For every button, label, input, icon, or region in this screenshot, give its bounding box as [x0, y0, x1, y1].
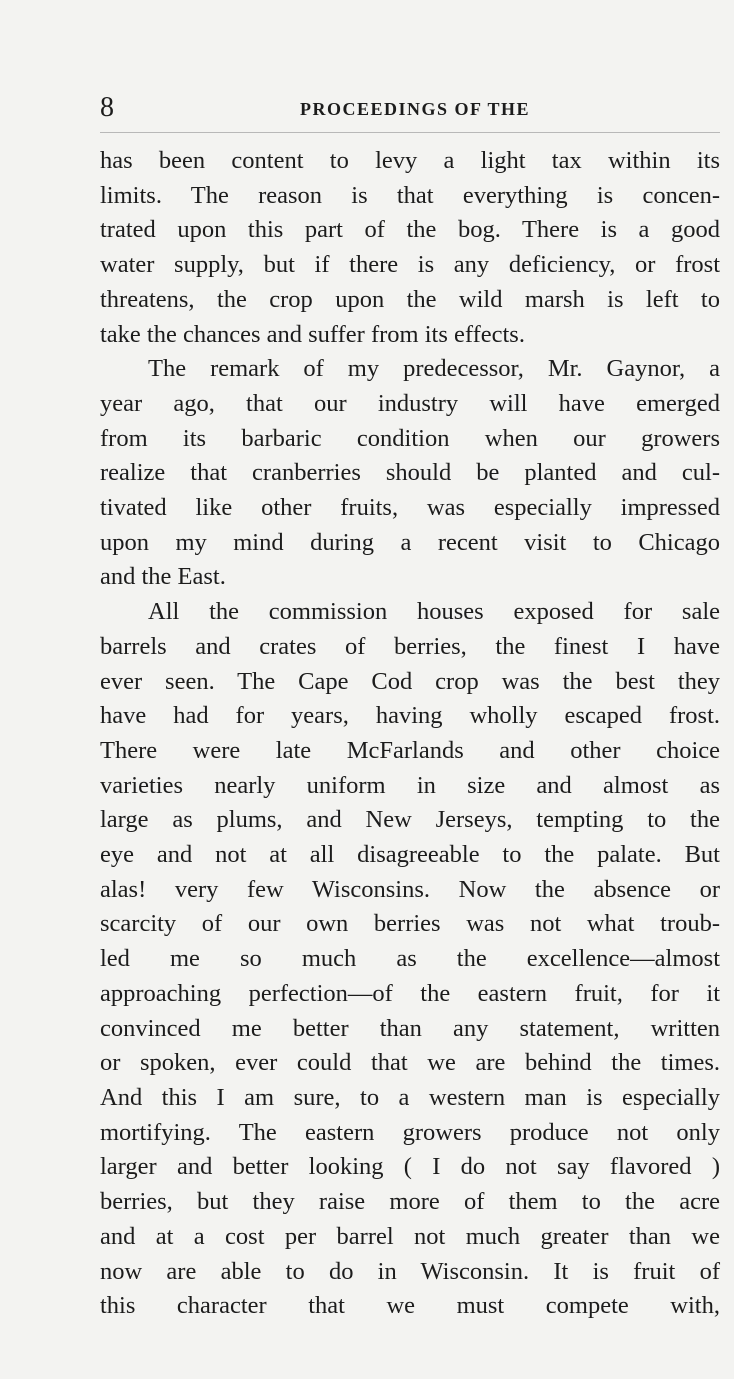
body-text: [100, 144, 720, 1324]
text-line: limits. The reason is that everything is concen-: [100, 181, 720, 209]
text-line: And this I am sure, to a western man is especially: [100, 1083, 720, 1111]
text-line: upon my mind during a recent visit to Chicago: [100, 528, 720, 556]
page-header: [100, 92, 720, 124]
text-line: scarcity of our own berries was not what troub-: [100, 910, 720, 938]
text-line: water supply, but if there is any deficiency, or frost: [100, 251, 720, 279]
text-line: barrels and crates of berries, the finest I have: [100, 632, 720, 660]
text-line: eye and not at all disagreeable to the palate. But: [100, 841, 720, 869]
text-line: convinced me better than any statement, written: [100, 1014, 720, 1042]
running-head: PROCEEDINGS OF THE: [300, 99, 531, 119]
text-line: have had for years, having wholly escaped frost.: [100, 702, 720, 730]
text-line: or spoken, ever could that we are behind the times.: [100, 1049, 720, 1077]
text-line: alas! very few Wisconsins. Now the absence or: [100, 875, 720, 903]
text-line: tivated like other fruits, was especially impressed: [100, 494, 720, 522]
header-rule: [100, 132, 720, 133]
text-line: and the East.: [100, 563, 226, 591]
text-line: There were late McFarlands and other choice: [100, 736, 720, 764]
text-line: and at a cost per barrel not much greater than we: [100, 1222, 720, 1250]
text-line: now are able to do in Wisconsin. It is fruit of: [100, 1257, 720, 1285]
text-line: large as plums, and New Jerseys, tempting to the: [100, 806, 720, 834]
text-line: year ago, that our industry will have emerged: [100, 389, 720, 417]
page-number: 8: [100, 92, 114, 123]
text-line: The remark of my predecessor, Mr. Gaynor, a: [148, 355, 720, 383]
text-line: has been content to levy a light tax within its: [100, 147, 720, 174]
text-line: larger and better looking ( I do not say flavored ): [100, 1153, 720, 1181]
text-line: ever seen. The Cape Cod crop was the best they: [100, 667, 720, 695]
text-line: trated upon this part of the bog. There is a good: [100, 216, 720, 244]
text-line: berries, but they raise more of them to the acre: [100, 1188, 720, 1216]
text-line: threatens, the crop upon the wild marsh is left to: [100, 285, 720, 313]
text-line: from its barbaric condition when our growers: [100, 424, 720, 452]
text-line: this character that we must compete with,: [100, 1292, 720, 1320]
text-line: approaching perfection—of the eastern fruit, for it: [100, 979, 720, 1007]
text-line: realize that cranberries should be planted and cul-: [100, 459, 720, 487]
text-line: All the commission houses exposed for sale: [148, 598, 720, 626]
text-line: mortifying. The eastern growers produce not only: [100, 1118, 720, 1146]
text-line: take the chances and suffer from its effects.: [100, 320, 525, 348]
text-line: led me so much as the excellence—almost: [100, 945, 720, 973]
text-line: varieties nearly uniform in size and almost as: [100, 771, 720, 799]
